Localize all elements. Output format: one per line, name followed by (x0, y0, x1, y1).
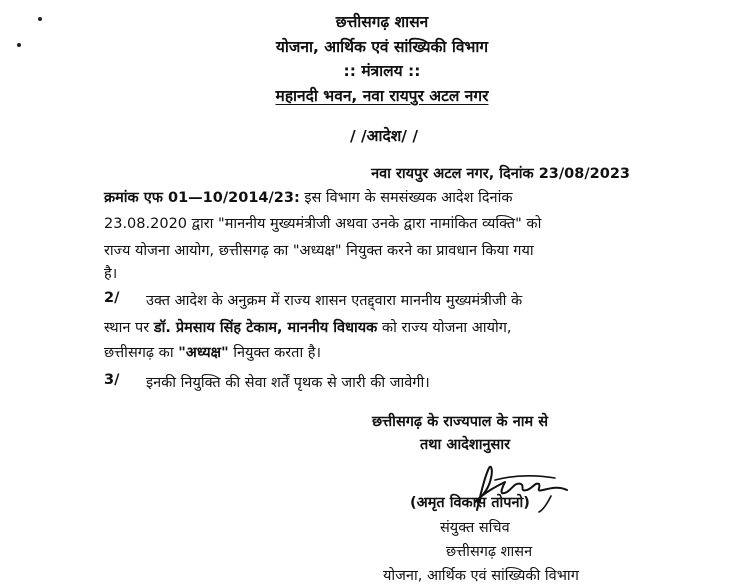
post-title: "अध्यक्ष" (178, 345, 229, 361)
para2-number: 2/ (104, 290, 120, 306)
header-address: महानदी भवन, नवा रायपुर अटल नगर (275, 87, 489, 105)
signatory-govt: छत्तीसगढ़ शासन (446, 544, 533, 560)
header-secretariat: :: मंत्रालय :: (343, 62, 421, 80)
para2-line2: स्थान पर डॉ. प्रेमसाय सिंह टेकाम, माननीय विधायक को राज्य योजना आयोग, (104, 320, 512, 336)
para2-line3: छत्तीसगढ़ का "अध्यक्ष" नियुक्त करता है। (104, 345, 321, 361)
para3-number: 3/ (104, 372, 120, 388)
para1-line1 (104, 187, 513, 207)
para1-line2: 23.08.2020 द्वारा "माननीय मुख्यमंत्रीजी अथवा उनके द्वारा नामांकित व्यक्ति" को (104, 216, 542, 232)
header-govt: छत्तीसगढ़ शासन (335, 13, 429, 31)
order-title: / /आदेश/ / (349, 127, 419, 145)
para3-text: इनकी नियुक्ति की सेवा शर्तें पृथक से जारी की जावेगी। (146, 375, 430, 391)
signatory-name: (अमृत विकास तोपनो) (410, 495, 530, 511)
para2-line1: उक्त आदेश के अनुक्रम में राज्य शासन एतद्द्वारा माननीय मुख्यमंत्रीजी के (146, 293, 523, 309)
signature-authority-line2: तथा आदेशानुसार (420, 437, 511, 453)
para1-line3: राज्य योजना आयोग, छत्तीसगढ़ का "अध्यक्ष" नियुक्त करने का प्रावधान किया गया (104, 243, 534, 259)
header-department: योजना, आर्थिक एवं सांख्यिकी विभाग (275, 38, 489, 56)
appointee-name: डॉ. प्रेमसाय सिंह टेकाम, माननीय विधायक (153, 320, 378, 336)
signatory-department: योजना, आर्थिक एवं सांख्यिकी विभाग (383, 568, 579, 584)
order-number: क्रमांक एफ 01—10/2014/23: (104, 190, 300, 206)
para1-text: इस विभाग के समसंख्यक आदेश दिनांक (299, 190, 513, 206)
place-date: नवा रायपुर अटल नगर, दिनांक 23/08/2023 (371, 166, 630, 182)
signatory-designation: संयुक्त सचिव (440, 520, 510, 536)
para1-line4: है। (104, 266, 118, 282)
signature-authority-line1: छत्तीसगढ़ के राज्यपाल के नाम से (372, 414, 549, 430)
